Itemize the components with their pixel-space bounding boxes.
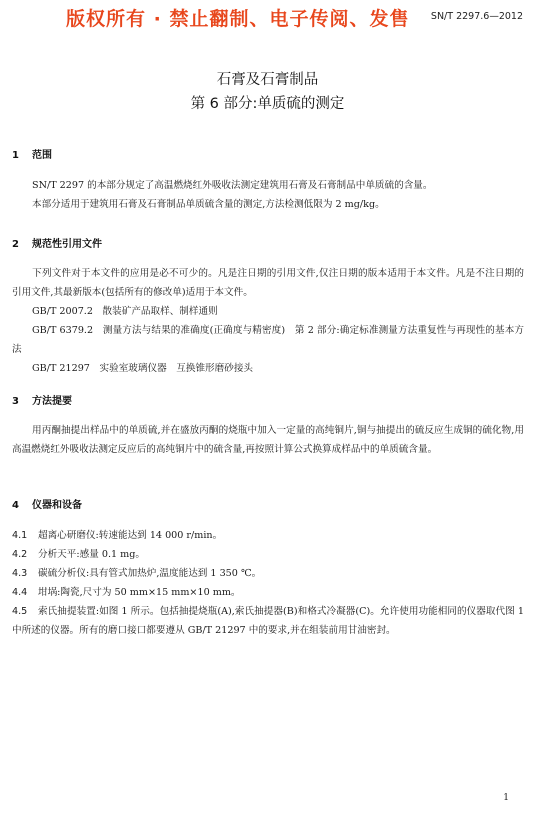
reference-item: GB/T 21297 实验室玻璃仪器 互换锥形磨砂接头 — [32, 363, 254, 374]
document-title: 石膏及石膏制品 — [216, 72, 319, 88]
standard-code: SN/T 2297.6—2012 — [430, 11, 523, 22]
apparatus-item: 4.2 分析天平:感量 0.1 mg。 — [12, 549, 145, 560]
apparatus-item: 4.1 超离心研磨仪:转速能达到 14 000 r/min。 — [12, 530, 223, 541]
section-number: 4 — [12, 500, 19, 511]
reference-item: GB/T 2007.2 散装矿产品取样、制样通则 — [32, 306, 218, 317]
reference-item: GB/T 6379.2 测量方法与结果的准确度(正确度与精密度) 第 2 部分:确定标准测量方法重复性与再现性的基本方法 — [12, 325, 524, 355]
paragraph: 本部分适用于建筑用石膏及石膏制品单质硫含量的测定,方法检测低限为 2 mg/kg。 — [32, 199, 385, 210]
apparatus-item: 4.4 坩埚:陶瓷,尺寸为 50 mm×15 mm×10 mm。 — [12, 587, 241, 598]
section-title: 范围 — [32, 150, 52, 161]
section-number: 2 — [12, 239, 19, 250]
paragraph: 下列文件对于本文件的应用是必不可少的。凡是注日期的引用文件,仅注日期的版本适用于本文件。凡是不注日期的引用文件,其最新版本(包括所有的修改单)适用于本文件。 — [12, 268, 524, 298]
section-heading-normative-references — [12, 235, 102, 250]
paragraph: SN/T 2297 的本部分规定了高温燃烧红外吸收法测定建筑用石膏及石膏制品中单质硫的含量。 — [32, 180, 433, 191]
document-subtitle: 第 6 部分:单质硫的测定 — [190, 96, 345, 112]
page-number: 1 — [503, 793, 509, 803]
section-number: 3 — [12, 396, 19, 407]
section-title: 仪器和设备 — [32, 500, 82, 511]
section-heading-apparatus — [12, 496, 82, 511]
section-title: 规范性引用文件 — [32, 239, 102, 250]
paragraph: 用丙酮抽提出样品中的单质硫,并在盛放丙酮的烧瓶中加入一定量的高纯铜片,铜与抽提出的硫反应生成铜的硫化物,用高温燃烧红外吸收法测定反应后的高纯铜片中的硫含量,再按照计算公式换算成样品中的单质硫含量。 — [12, 425, 524, 455]
section-heading-method-summary — [12, 392, 72, 407]
section-heading-scope — [12, 146, 52, 161]
section-title: 方法提要 — [32, 396, 72, 407]
copyright-watermark: 版权所有 · 禁止翻制、电子传阅、发售 — [66, 8, 410, 30]
section-number: 1 — [12, 150, 19, 161]
apparatus-item: 4.3 碳硫分析仪:具有管式加热炉,温度能达到 1 350 ℃。 — [12, 568, 262, 579]
apparatus-item: 4.5 索氏抽提装置:如图 1 所示。包括抽提烧瓶(A),索氏抽提器(B)和格式冷凝器(C)。允许使用功能相同的仪器取代图 1 中所述的仪器。所有的磨口接口都要遵从 GB/T 21297 中的要求,并在组装前用甘油密封。 — [12, 606, 524, 636]
